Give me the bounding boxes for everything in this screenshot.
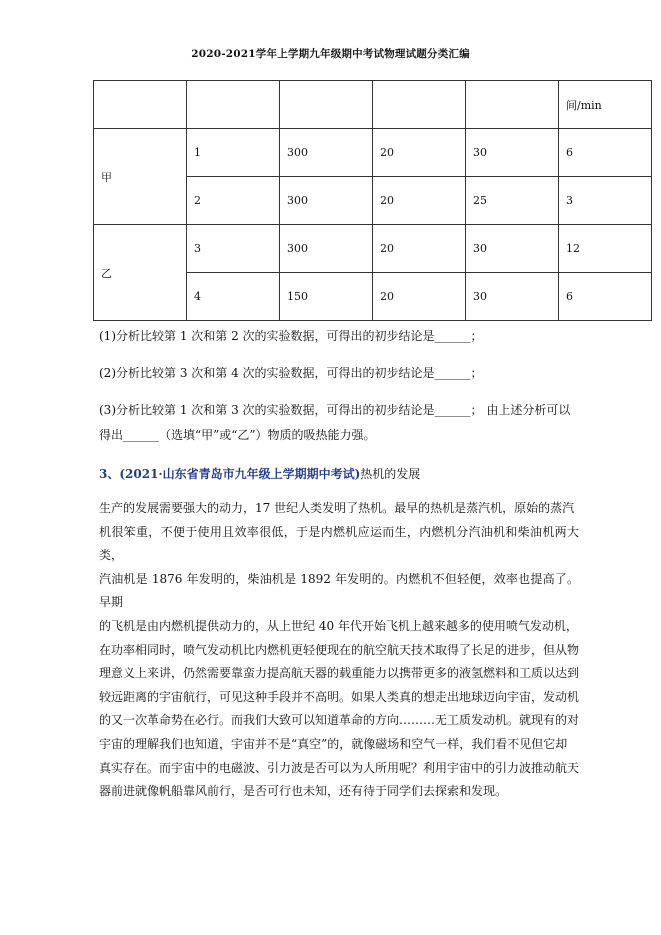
passage-line: 的又一次革命势在必行。而我们大致可以知道革命的方向………无工质发动机。就现有的对	[99, 713, 580, 728]
passage-line: 机很笨重，不便于使用且效率很低，于是内燃机应运而生，内燃机分汽油机和柴油机两大类，	[99, 524, 579, 563]
section-number: 3、	[99, 467, 120, 481]
passage-line: 理意义上来讲，仍然需要靠蛮力提高航天器的载重能力以携带更多的液氢燃料和工质以达到	[99, 666, 580, 681]
table-header-cell	[280, 81, 373, 129]
table-cell: 20	[373, 177, 466, 225]
table-header-cell	[94, 81, 187, 129]
table-cell: 300	[280, 177, 373, 225]
question-1: (1)分析比较第 1 次和第 2 次的实验数据，可得出的初步结论是______；	[99, 329, 483, 343]
table-cell: 12	[559, 225, 652, 273]
question-3-line-2: 得出______（选填“甲”或“乙”）物质的吸热能力强。	[99, 428, 376, 442]
table-header-cell-time: 间/min	[559, 81, 652, 129]
table-header-cell	[466, 81, 559, 129]
table-cell: 30	[466, 129, 559, 177]
group-label-jia: 甲	[94, 129, 187, 225]
table-header-row	[94, 81, 652, 129]
passage-line: 生产的发展需要强大的动力，17 世纪人类发明了热机。最早的热机是蒸汽机，原始的蒸汽	[99, 501, 575, 515]
question-2: (2)分析比较第 3 次和第 4 次的实验数据，可得出的初步结论是______；	[99, 366, 483, 380]
passage-line: 真实存在。而宇宙中的电磁波、引力波是否可以为人所用呢？利用宇宙中的引力波推动航天	[99, 760, 580, 775]
experiment-data-table	[93, 80, 652, 321]
section-title: 热机的发展	[360, 467, 421, 481]
group-label-yi: 乙	[94, 225, 187, 321]
table-cell: 300	[280, 129, 373, 177]
section-source: (2021·山东省青岛市九年级上学期期中考试)	[119, 467, 361, 481]
passage-line: 宇宙的理解我们也知道，宇宙并不是“真空”的，就像磁场和空气一样，我们看不见但它却	[99, 736, 568, 751]
page-header-title: 2020-2021学年上学期九年级期中考试物理试题分类汇编	[191, 48, 470, 60]
table-cell: 6	[559, 273, 652, 321]
table-cell: 150	[280, 273, 373, 321]
table-cell: 20	[373, 129, 466, 177]
table-header-cell	[373, 81, 466, 129]
table-row	[94, 129, 652, 177]
table-cell: 20	[373, 273, 466, 321]
passage-line: 器前进就像帆船靠风前行，是否可行也未知，还有待于同学们去探索和发现。	[99, 784, 508, 799]
table-cell: 6	[559, 129, 652, 177]
table-cell: 30	[466, 273, 559, 321]
passage-text	[99, 497, 579, 804]
table-header-cell	[187, 81, 280, 129]
table-cell: 300	[280, 225, 373, 273]
passage-line: 汽油机是 1876 年发明的，柴油机是 1892 年发明的。内燃机不但轻便，效率也提高了。早期	[99, 571, 579, 610]
table-cell: 2	[187, 177, 280, 225]
passage-line: 在功率相同时，喷气发动机比内燃机更轻便现在的航空航天技术取得了长足的进步，但从物	[99, 642, 580, 657]
table-cell: 1	[187, 129, 280, 177]
table-cell: 25	[466, 177, 559, 225]
table-cell: 3	[187, 225, 280, 273]
table-cell: 30	[466, 225, 559, 273]
table-row	[94, 225, 652, 273]
passage-line: 较远距离的宇宙航行，可见这种手段并不高明。如果人类真的想走出地球迈向宇宙，发动机	[99, 689, 580, 704]
table-cell: 20	[373, 225, 466, 273]
table-cell: 3	[559, 177, 652, 225]
section-heading	[99, 465, 420, 482]
passage-line: 的飞机是由内燃机提供动力的，从上世纪 40 年代开始飞机上越来越多的使用喷气发动机，	[99, 618, 578, 633]
question-3-line-1: (3)分析比较第 1 次和第 3 次的实验数据，可得出的初步结论是______； 由上述分析可以	[99, 403, 571, 417]
table-cell: 4	[187, 273, 280, 321]
